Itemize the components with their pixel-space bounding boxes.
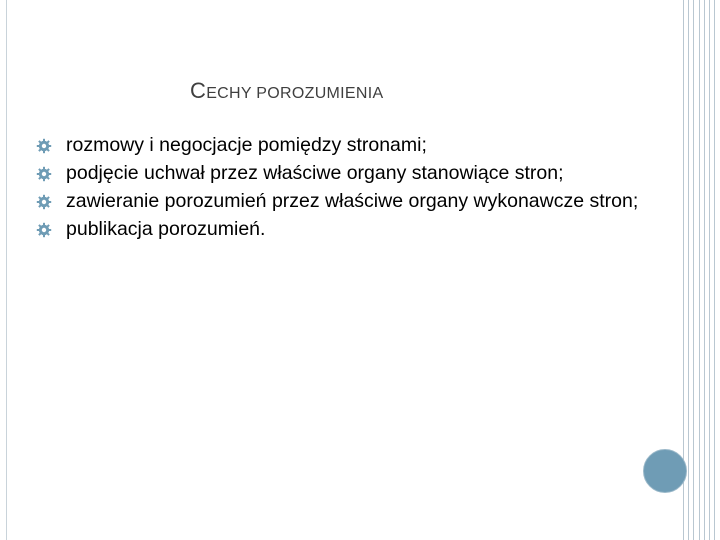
right-frame-line <box>688 0 689 540</box>
right-frame-line <box>699 0 700 540</box>
gear-bullet-icon <box>36 166 52 182</box>
left-frame-line <box>6 0 7 540</box>
right-frame-line <box>714 0 715 540</box>
bullet-text: publikacja porozumień. <box>66 218 266 240</box>
right-frame-line <box>693 0 694 540</box>
gear-bullet-icon <box>36 222 52 238</box>
slide-title-initial: C <box>190 78 207 103</box>
bullet-item <box>36 133 656 157</box>
bullet-item <box>36 189 656 213</box>
gear-bullet-icon <box>36 194 52 210</box>
bullet-item <box>36 161 656 185</box>
slide-title <box>190 78 383 104</box>
bullet-text: zawieranie porozumień przez właściwe organy wykonawcze stron; <box>66 190 639 212</box>
decorative-circle-icon <box>643 449 687 493</box>
bullet-list <box>36 133 656 245</box>
gear-bullet-icon <box>36 138 52 154</box>
slide-title-rest: ECHY POROZUMIENIA <box>206 85 384 102</box>
bullet-text: rozmowy i negocjacje pomiędzy stronami; <box>66 134 427 156</box>
bullet-text: podjęcie uchwał przez właściwe organy stanowiące stron; <box>66 162 564 184</box>
bullet-item <box>36 217 656 241</box>
right-frame-line <box>709 0 710 540</box>
right-frame-line <box>704 0 705 540</box>
